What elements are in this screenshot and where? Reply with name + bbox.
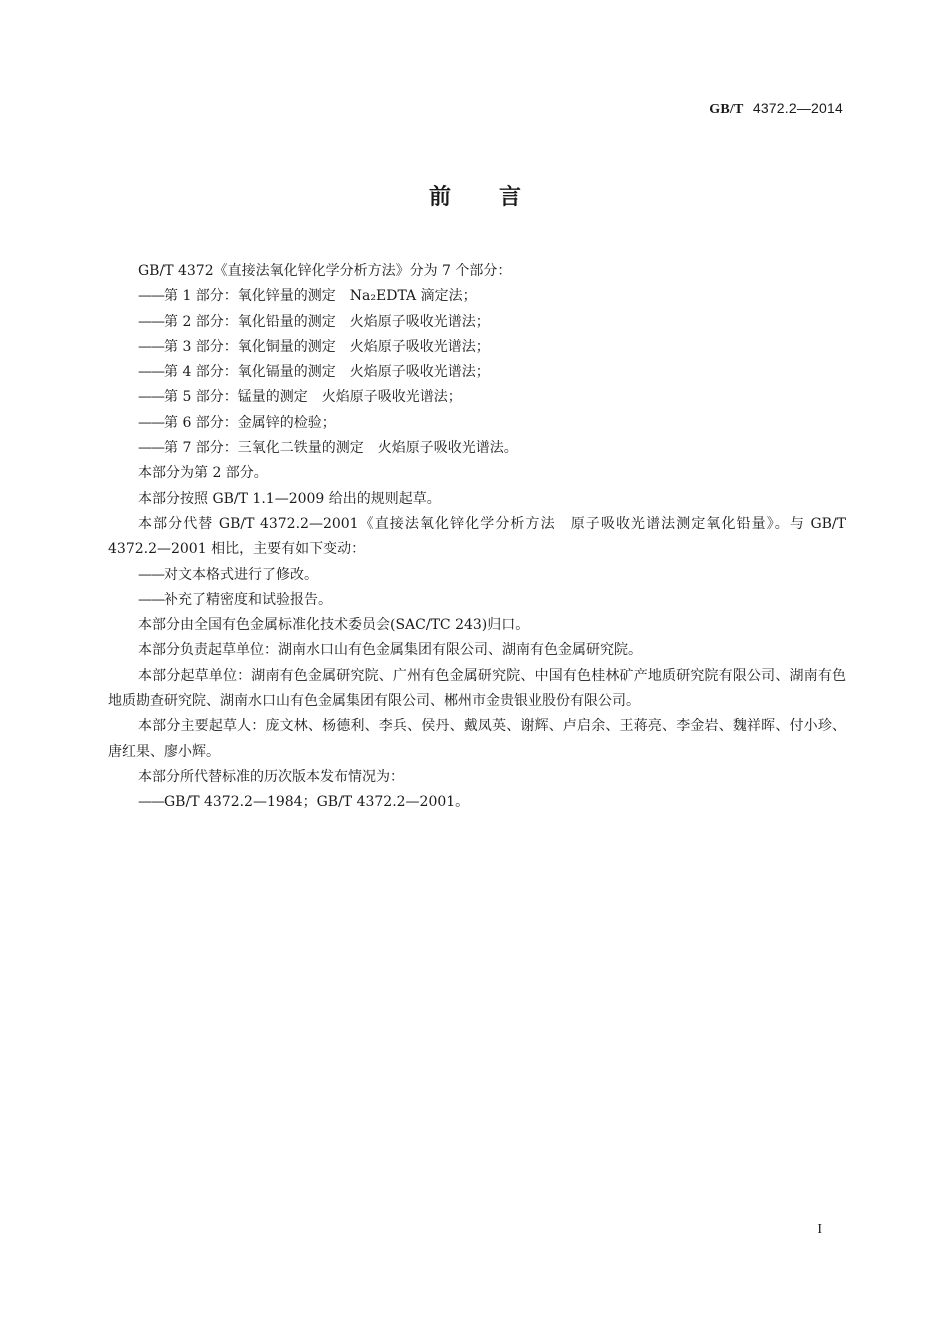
history-list-item: ——GB/T 4372.2—1984；GB/T 4372.2—2001。 — [138, 794, 470, 811]
this-part-paragraph: 本部分为第 2 部分。 — [138, 465, 268, 482]
part-list-item: ——第 1 部分：氧化锌量的测定 Na₂EDTA 滴定法； — [138, 288, 477, 305]
part-list-item: ——第 3 部分：氧化铜量的测定 火焰原子吸收光谱法； — [138, 338, 490, 355]
intro-paragraph: GB/T 4372《直接法氧化锌化学分析方法》分为 7 个部分： — [138, 263, 512, 279]
drafters-paragraph: 本部分主要起草人：庞文林、杨德利、李兵、侯丹、戴凤英、谢辉、卢启余、王蒋亮、李金岩、魏祥晖、付小珍、唐红果、廖小辉。 — [108, 718, 846, 760]
part-list-item: ——第 4 部分：氧化镉量的测定 火焰原子吸收光谱法； — [138, 364, 490, 381]
change-list-item: ——补充了精密度和试验报告。 — [138, 591, 332, 608]
part-list-item: ——第 5 部分：锰量的测定 火焰原子吸收光谱法； — [138, 389, 462, 406]
change-list-item: ——对文本格式进行了修改。 — [138, 566, 318, 583]
responsible-units-paragraph: 本部分负责起草单位：湖南水口山有色金属集团有限公司、湖南有色金属研究院。 — [138, 642, 642, 659]
drafting-rules-paragraph: 本部分按照 GB/T 1.1—2009 给出的规则起草。 — [138, 490, 441, 507]
replaces-paragraph: 本部分代替 GB/T 4372.2—2001《直接法氧化锌化学分析方法 原子吸收光谱法测定氧化铅量》。与 GB/T 4372.2—2001 相比，主要有如下变动： — [108, 515, 846, 558]
standard-prefix: GB/T — [709, 102, 744, 117]
part-list-item: ——第 7 部分：三氧化二铁量的测定 火焰原子吸收光谱法。 — [138, 440, 518, 457]
standard-number: 4372.2—2014 — [752, 100, 843, 116]
part-list-item: ——第 2 部分：氧化铅量的测定 火焰原子吸收光谱法； — [138, 313, 490, 330]
drafting-units-paragraph: 本部分起草单位：湖南有色金属研究院、广州有色金属研究院、中国有色桂林矿产地质研究院有限公司、湖南有色地质勘查研究院、湖南水口山有色金属集团有限公司、郴州市金贵银业股份有限公司。 — [108, 667, 846, 710]
committee-paragraph: 本部分由全国有色金属标准化技术委员会(SAC/TC 243)归口。 — [138, 617, 530, 634]
foreword-body — [108, 259, 846, 816]
page-number: I — [817, 1222, 822, 1237]
standard-code-header — [709, 100, 843, 118]
part-list-item: ——第 6 部分：金属锌的检验； — [138, 414, 336, 431]
page-title: 前言 — [428, 185, 569, 210]
history-intro-paragraph: 本部分所代替标准的历次版本发布情况为： — [138, 768, 404, 785]
